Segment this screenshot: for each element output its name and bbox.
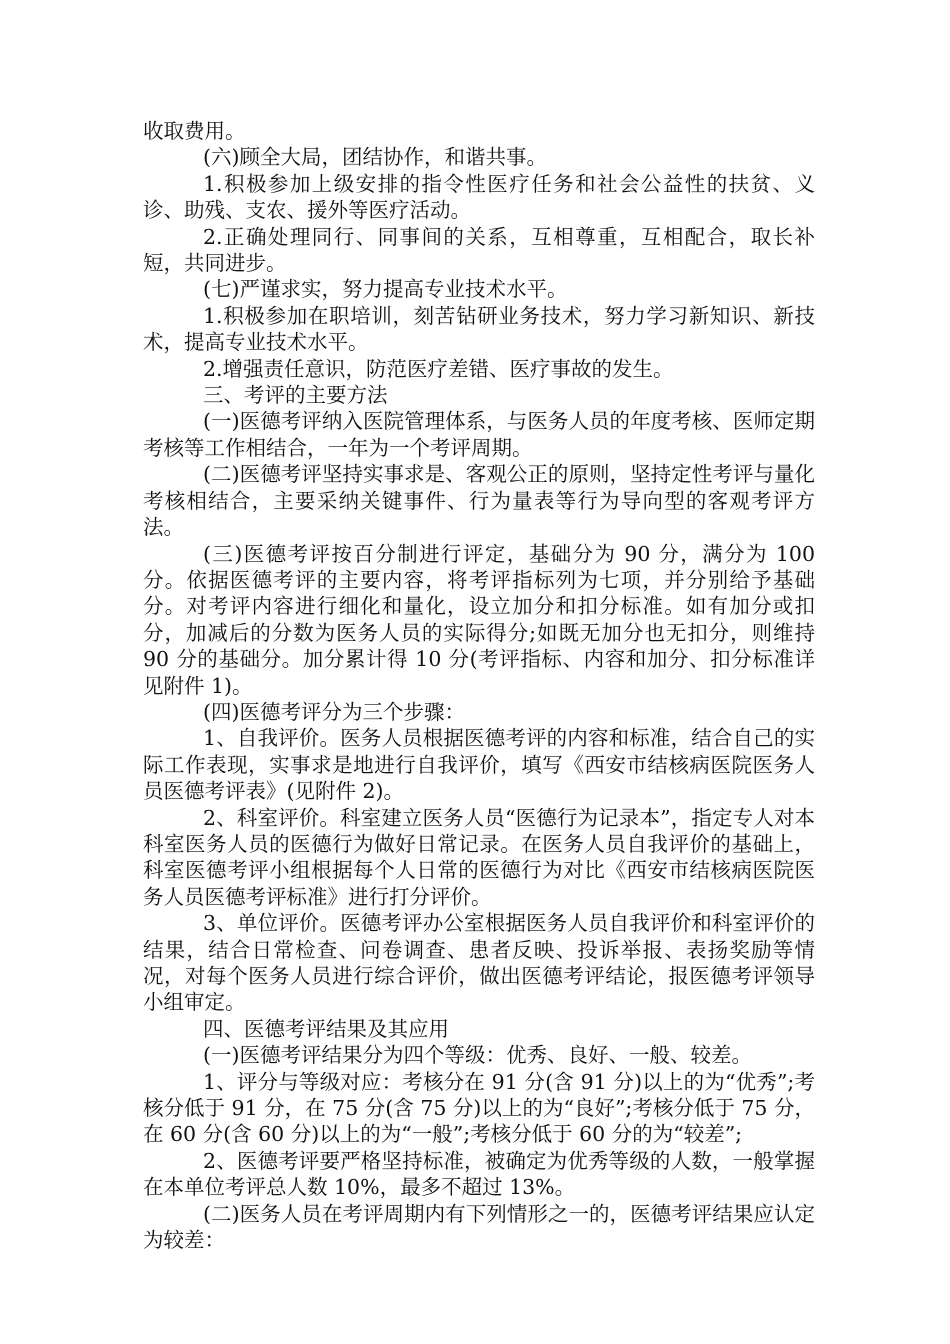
paragraph: 1、自我评价。医务人员根据医德考评的内容和标准，结合自己的实际工作表现，实事求是地进行自我评价，填写《西安市结核病医院医务人员医德考评表》(见附件 2)。 bbox=[143, 726, 815, 804]
paragraph: (三)医德考评按百分制进行评定，基础分为 90 分，满分为 100 分。依据医德考评的主要内容，将考评指标列为七项，并分别给予基础分。对考评内容进行细化和量化，设立加分和扣分标准。如有加分或扣分，加减后的分数为医务人员的实际得分;如既无加分也无扣分，则维持 90 分的基础分。加分累计得 10 分(考评指标、内容和加分、扣分标准详见附件 1)。 bbox=[143, 541, 815, 698]
chapter-heading: 四、医德考评结果及其应用 bbox=[203, 1016, 449, 1041]
section-heading: (六)顾全大局，团结协作，和谐共事。 bbox=[203, 145, 547, 170]
paragraph: 2.增强责任意识，防范医疗差错、医疗事故的发生。 bbox=[203, 356, 674, 381]
paragraph: 2.正确处理同行、同事间的关系，互相尊重，互相配合，取长补短，共同进步。 bbox=[143, 224, 815, 276]
paragraph: 2、科室评价。科室建立医务人员“医德行为记录本”，指定专人对本科室医务人员的医德行为做好日常记录。在医务人员自我评价的基础上，科室医德考评小组根据每个人日常的医德行为对比《西安市结核病医院医务人员医德考评标准》进行打分评价。 bbox=[143, 805, 815, 909]
paragraph: 1.积极参加在职培训，刻苦钻研业务技术，努力学习新知识、新技术，提高专业技术水平。 bbox=[143, 303, 815, 355]
paragraph: 1、评分与等级对应：考核分在 91 分(含 91 分)以上的为“优秀”;考核分低于 91 分，在 75 分(含 75 分)以上的为“良好”;考核分低于 75 分，在 60 分(含 60 分)以上的为“一般”;考核分低于 60 分的为“较差”; bbox=[143, 1069, 815, 1147]
chapter-heading: 三、考评的主要方法 bbox=[203, 383, 388, 408]
paragraph: (二)医务人员在考评周期内有下列情形之一的，医德考评结果应认定为较差： bbox=[143, 1201, 815, 1253]
paragraph: (一)医德考评结果分为四个等级：优秀、良好、一般、较差。 bbox=[203, 1043, 752, 1068]
paragraph: 收取费用。 bbox=[143, 119, 246, 143]
paragraph: 2、医德考评要严格坚持标准，被确定为优秀等级的人数，一般掌握在本单位考评总人数 10%，最多不超过 13%。 bbox=[143, 1148, 815, 1200]
paragraph: 1.积极参加上级安排的指令性医疗任务和社会公益性的扶贫、义诊、助残、支农、援外等医疗活动。 bbox=[143, 171, 815, 223]
section-heading: (七)严谨求实，努力提高专业技术水平。 bbox=[203, 277, 568, 302]
section-heading: (四)医德考评分为三个步骤： bbox=[203, 699, 465, 724]
paragraph: (一)医德考评纳入医院管理体系，与医务人员的年度考核、医师定期考核等工作相结合，一年为一个考评周期。 bbox=[143, 409, 815, 460]
document-body bbox=[143, 118, 815, 1253]
paragraph: 3、单位评价。医德考评办公室根据医务人员自我评价和科室评价的结果，结合日常检查、问卷调查、患者反映、投诉举报、表扬奖励等情况，对每个医务人员进行综合评价，做出医德考评结论，报医德考评领导小组审定。 bbox=[143, 911, 815, 1015]
paragraph: (二)医德考评坚持实事求是、客观公正的原则，坚持定性考评与量化考核相结合，主要采纳关键事件、行为量表等行为导向型的客观考评方法。 bbox=[143, 462, 815, 540]
